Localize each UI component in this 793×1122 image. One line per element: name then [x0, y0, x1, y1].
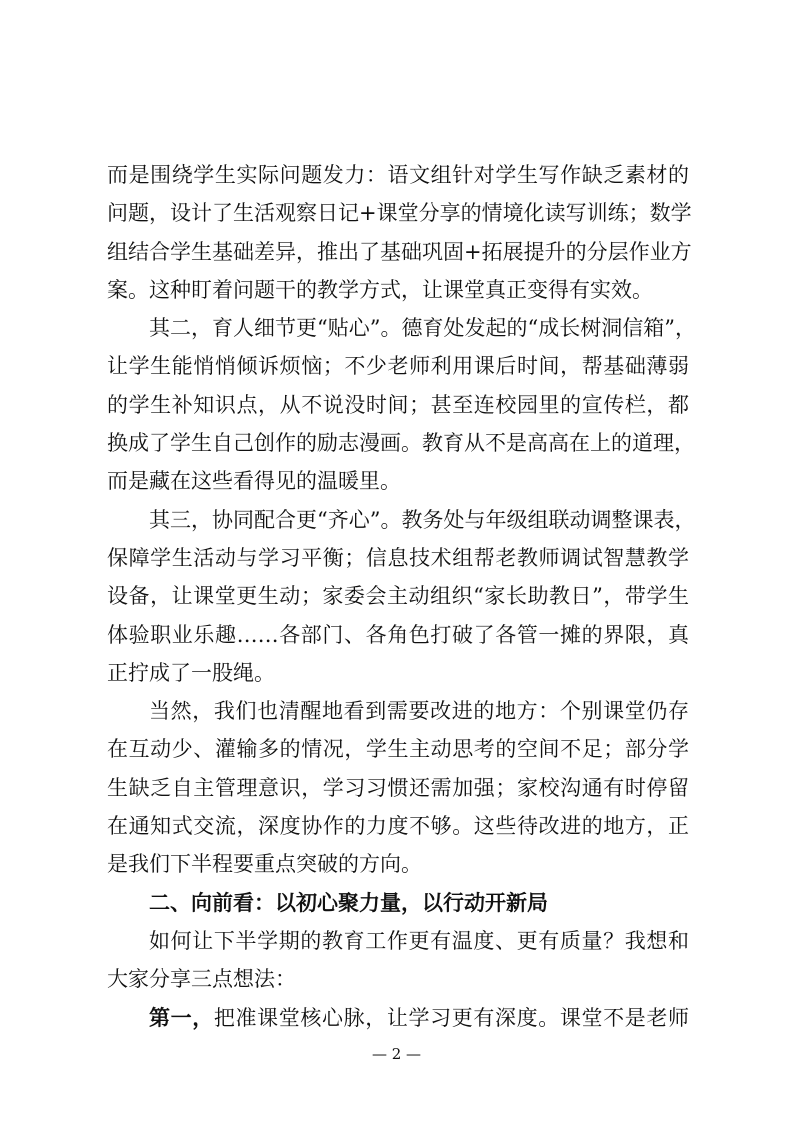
text-line [107, 807, 689, 845]
page-number: — 2 — [371, 1045, 422, 1063]
line-text: 设备，让课堂更生动；家委会主动组织“家长助教日”，带学生 [107, 584, 689, 609]
document-body [107, 156, 696, 1037]
line-text: 问题，设计了生活观察日记+课堂分享的情境化读写训练；数学 [107, 201, 692, 226]
text-line [107, 194, 692, 232]
line-text: 是我们下半程要重点突破的方向。 [107, 852, 422, 877]
text-line [107, 654, 689, 692]
text-line [107, 424, 695, 462]
text-line [107, 960, 689, 998]
line-text: 如何让下半学期的教育工作更有温度、更有质量？我想和 [149, 928, 689, 953]
line-text: 案。这种盯着问题干的教学方式，让课堂真正变得有实效。 [107, 277, 653, 302]
text-line [107, 922, 689, 960]
line-text: 的学生补知识点，从不说没时间；甚至连校园里的宣传栏，都 [107, 392, 689, 417]
text-line [107, 539, 689, 577]
line-text: 换成了学生自己创作的励志漫画。教育从不是高高在上的道理， [107, 431, 695, 456]
text-line [107, 347, 689, 385]
text-line [107, 462, 689, 500]
line-text: 正拧成了一股绳。 [107, 660, 275, 685]
text-line [107, 577, 689, 615]
text-line [107, 271, 689, 309]
line-text: 其三，协同配合更“齐心”。教务处与年级组联动调整课表， [149, 507, 696, 532]
text-line [107, 769, 689, 807]
line-text: 保障学生活动与学习平衡；信息技术组帮老教师调试智慧教学 [107, 545, 689, 570]
lead-phrase: 第一， [149, 1004, 214, 1030]
line-text: 让学生能悄悄倾诉烦恼；不少老师利用课后时间，帮基础薄弱 [107, 354, 689, 379]
line-text: 其二，育人细节更“贴心”。德育处发起的“成长树洞信箱”， [149, 316, 696, 341]
text-line [107, 616, 689, 654]
text-line [107, 730, 689, 768]
section-heading [107, 884, 689, 922]
line-text: 生缺乏自主管理意识，学习习惯还需加强；家校沟通有时停留 [107, 775, 689, 800]
line-text: 而是围绕学生实际问题发力：语文组针对学生写作缺乏素材的 [107, 163, 689, 187]
text-line [107, 386, 689, 424]
text-line [107, 845, 689, 883]
text-line [107, 501, 696, 539]
line-text: 而是藏在这些看得见的温暖里。 [107, 469, 401, 494]
text-line [107, 233, 692, 271]
text-line [107, 156, 689, 194]
line-text: 在通知式交流，深度协作的力度不够。这些待改进的地方，正 [107, 814, 689, 839]
line-text: 大家分享三点想法： [107, 967, 296, 992]
line-text: 把准课堂核心脉，让学习更有深度。课堂不是老师 [213, 1005, 689, 1030]
text-line [107, 999, 689, 1037]
text-line [107, 309, 696, 347]
line-text: 二、向前看：以初心聚力量，以行动开新局 [149, 889, 548, 915]
line-text: 体验职业乐趣……各部门、各角色打破了各管一摊的界限，真 [107, 622, 689, 647]
line-text: 组结合学生基础差异，推出了基础巩固+拓展提升的分层作业方 [107, 239, 692, 264]
line-text: 当然，我们也清醒地看到需要改进的地方：个别课堂仍存 [149, 699, 689, 724]
line-text: 在互动少、灌输多的情况，学生主动思考的空间不足；部分学 [107, 737, 689, 762]
text-line [107, 692, 689, 730]
